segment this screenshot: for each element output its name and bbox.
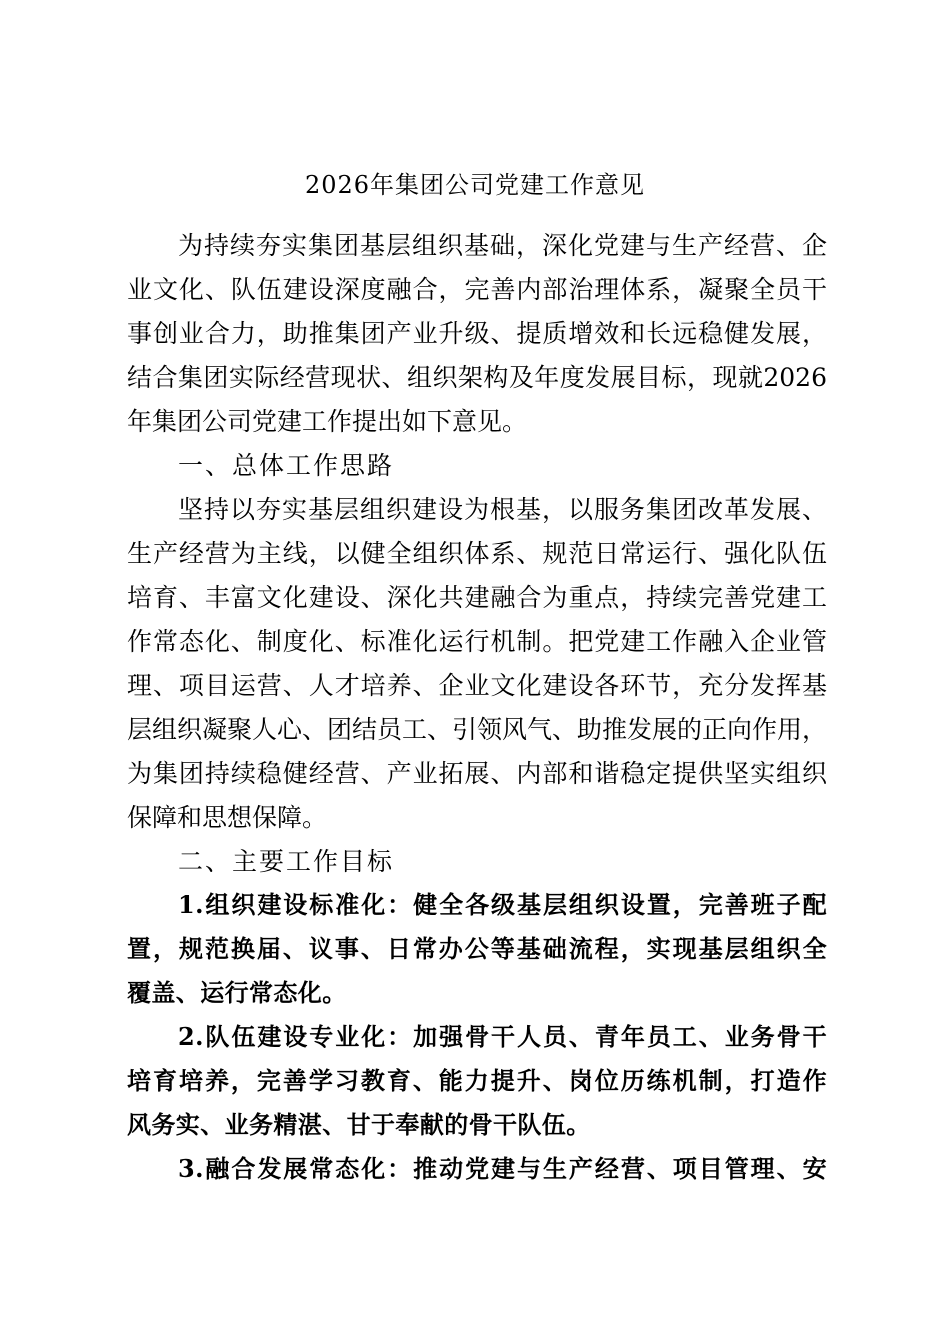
section-one-line-4: 作常态化、制度化、标准化运行机制。把党建工作融入企业管 xyxy=(127,627,827,656)
intro-line-3: 事创业合力，助推集团产业升级、提质增效和长远稳健发展， xyxy=(127,319,827,348)
goal-2-line-2: 培育培养，完善学习教育、能力提升、岗位历练机制，打造作 xyxy=(127,1066,827,1095)
intro-line-4: 结合集团实际经营现状、组织架构及年度发展目标，现就2026 xyxy=(127,363,827,392)
goal-2-line-3: 风务实、业务精湛、甘于奉献的骨干队伍。 xyxy=(127,1110,591,1139)
section-two-heading: 二、主要工作目标 xyxy=(178,847,395,876)
intro-line-1: 为持续夯实集团基层组织基础，深化党建与生产经营、企 xyxy=(178,231,827,260)
section-one-heading: 一、总体工作思路 xyxy=(178,451,395,480)
goal-3-line-1: 3.融合发展常态化：推动党建与生产经营、项目管理、安 xyxy=(178,1154,827,1183)
goal-1-line-1: 1.组织建设标准化：健全各级基层组织设置，完善班子配 xyxy=(178,890,827,919)
section-one-line-6: 层组织凝聚人心、团结员工、引领风气、助推发展的正向作用， xyxy=(127,715,828,744)
section-one-line-7: 为集团持续稳健经营、产业拓展、内部和谐稳定提供坚实组织 xyxy=(127,759,827,788)
goal-1-line-2: 置，规范换届、议事、日常办公等基础流程，实现基层组织全 xyxy=(127,934,827,963)
intro-line-5: 年集团公司党建工作提出如下意见。 xyxy=(127,407,528,436)
section-one-line-3: 培育、丰富文化建设、深化共建融合为重点，持续完善党建工 xyxy=(127,583,827,612)
intro-line-2: 业文化、队伍建设深度融合，完善内部治理体系，凝聚全员干 xyxy=(127,275,827,304)
goal-1-line-3: 覆盖、运行常态化。 xyxy=(127,978,347,1007)
document-title: 2026年集团公司党建工作意见 xyxy=(304,171,646,199)
section-one-line-5: 理、项目运营、人才培养、企业文化建设各环节，充分发挥基 xyxy=(127,671,827,700)
section-one-line-8: 保障和思想保障。 xyxy=(127,803,328,832)
section-one-line-1: 坚持以夯实基层组织建设为根基，以服务集团改革发展、 xyxy=(178,495,827,524)
goal-2-line-1: 2.队伍建设专业化：加强骨干人员、青年员工、业务骨干 xyxy=(178,1022,827,1051)
section-one-line-2: 生产经营为主线，以健全组织体系、规范日常运行、强化队伍 xyxy=(127,539,827,568)
